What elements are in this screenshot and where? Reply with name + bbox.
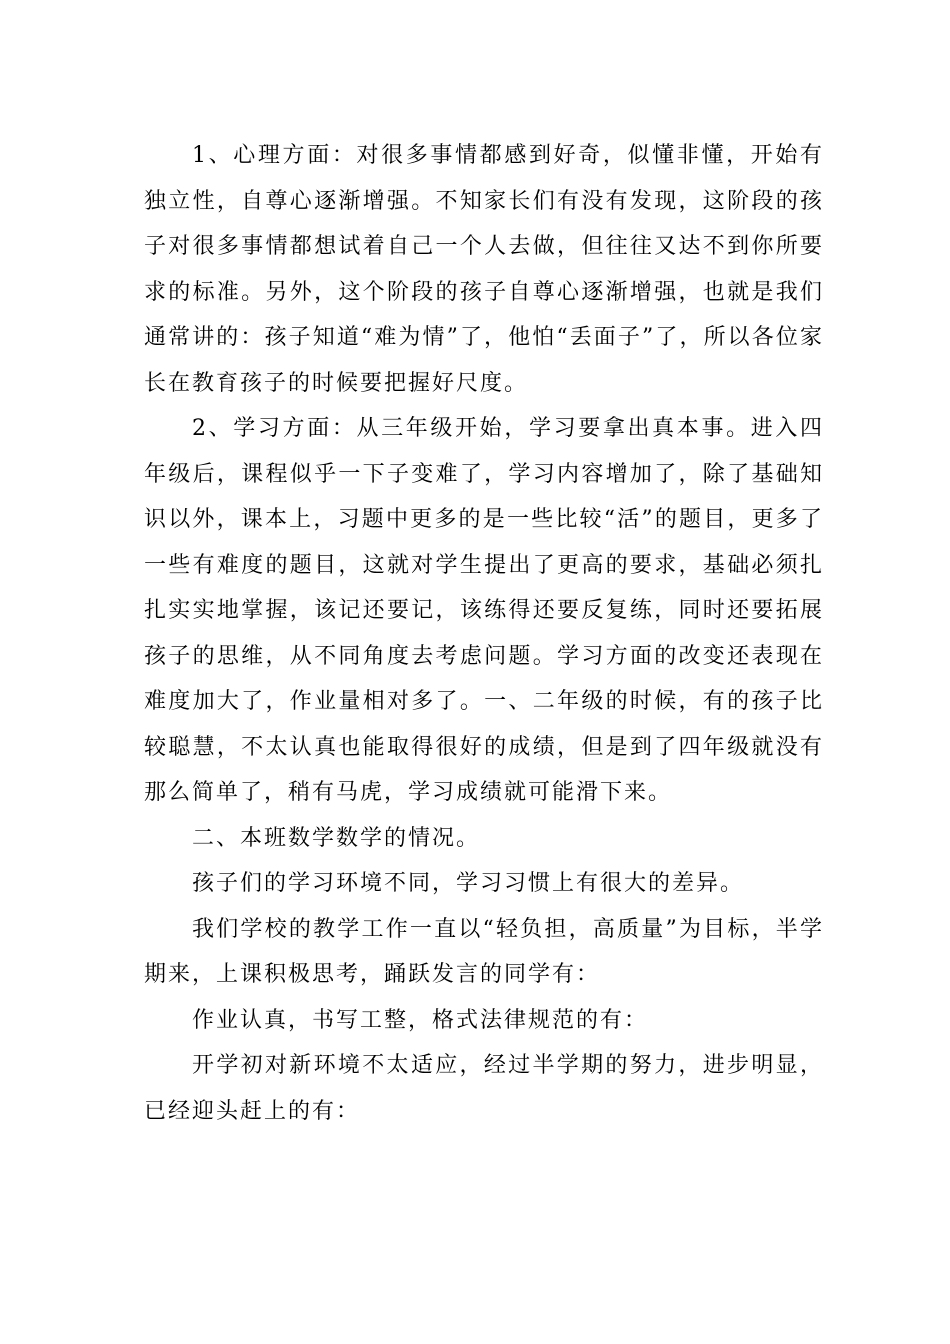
paragraph-neat-homework: 作业认真，书写工整，格式法律规范的有：: [192, 1007, 649, 1033]
paragraph-progress: 开学初对新环境不太适应，经过半学期的努力，进步明显，已经迎头赶上的有：: [144, 1053, 824, 1124]
paragraph-environment: 孩子们的学习环境不同，学习习惯上有很大的差异。: [192, 871, 745, 896]
paragraph-learning: 2、学习方面：从三年级开始，学习要拿出真本事。进入四年级后，课程似乎一下子变难了，学习内容增加了，除了基础知识以外，课本上，习题中更多的是一些比较“活”的题目，更多了一些有难度的题目，这就对学生提出了更高的要求，基础必须扎扎实实地掌握，该记还要记，该练得还要反复练，同时还要拓展孩子的思维，从不同角度去考虑问题。学习方面的改变还表现在难度加大了，作业量相对多了。一、二年级的时候，有的孩子比较聪慧，不太认真也能取得很好的成绩，但是到了四年级就没有那么简单了，稍有马虎，学习成绩就可能滑下来。: [144, 416, 824, 805]
document-body: [144, 133, 824, 1134]
paragraph-active-students: 我们学校的教学工作一直以“轻负担，高质量”为目标，半学期来，上课积极思考，踊跃发言的同学有：: [144, 916, 824, 987]
section-heading-class-math: 二、本班数学数学的情况。: [192, 825, 481, 851]
paragraph-psychology: 1、心理方面：对很多事情都感到好奇，似懂非懂，开始有独立性，自尊心逐渐增强。不知家长们有没有发现，这阶段的孩子对很多事情都想试着自己一个人去做，但往往又达不到你所要求的标准。另外，这个阶段的孩子自尊心逐渐增强，也就是我们通常讲的：孩子知道“难为情”了，他怕“丢面子”了，所以各位家长在教育孩子的时候要把握好尺度。: [144, 143, 824, 396]
